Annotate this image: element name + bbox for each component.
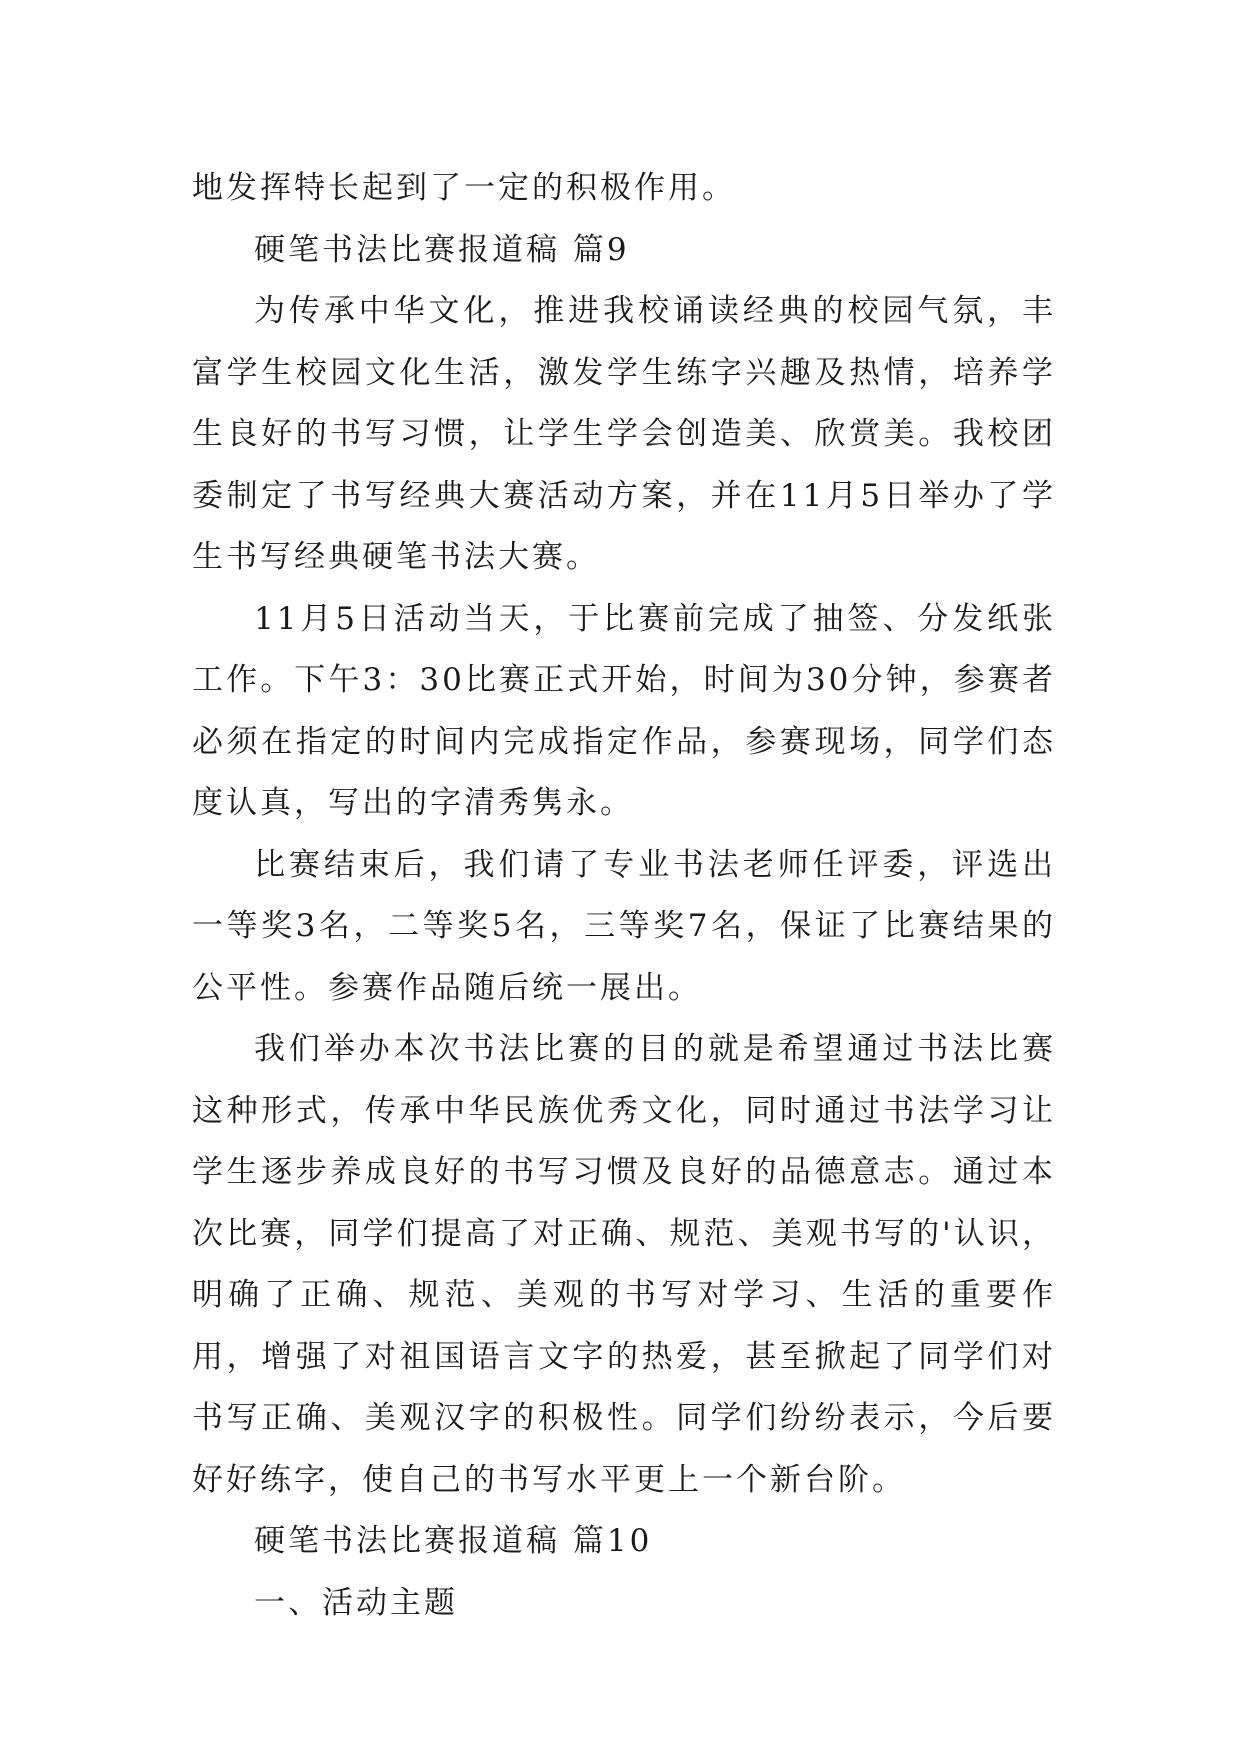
section-heading-9: 硬笔书法比赛报道稿 篇9	[254, 231, 630, 268]
body-paragraph-event-day: 11月5日活动当天，于比赛前完成了抽签、分发纸张工作。下午3：30比赛正式开始，时间为30分钟，参赛者必须在指定的时间内完成指定作品，参赛现场，同学们态度认真，写出的字清秀隽永。	[192, 600, 1056, 821]
section-heading-10: 硬笔书法比赛报道稿 篇10	[254, 1523, 653, 1559]
document-body	[192, 158, 1056, 1634]
subheading-activity-theme: 一、活动主题	[254, 1584, 458, 1621]
body-paragraph-results: 比赛结束后，我们请了专业书法老师任评委，评选出一等奖3名，二等奖5名，三等奖7名，保证了比赛结果的公平性。参赛作品随后统一展出。	[192, 846, 1056, 1006]
body-paragraph-purpose: 我们举办本次书法比赛的目的就是希望通过书法比赛这种形式，传承中华民族优秀文化，同时通过书法学习让学生逐步养成良好的书写习惯及良好的品德意志。通过本次比赛，同学们提高了对正确、规范、美观书写的'认识，明确了正确、规范、美观的书写对学习、生活的重要作用，增强了对祖国语言文字的热爱，甚至掀起了同学们对书写正确、美观汉字的积极性。同学们纷纷表示，今后要好好练字，使自己的书写水平更上一个新台阶。	[192, 1031, 1056, 1498]
body-paragraph-intro: 为传承中华文化，推进我校诵读经典的校园气氛，丰富学生校园文化生活，激发学生练字兴趣及热情，培养学生良好的书写习惯，让学生学会创造美、欣赏美。我校团委制定了书写经典大赛活动方案，并在11月5日举办了学生书写经典硬笔书法大赛。	[192, 293, 1056, 575]
continuation-paragraph: 地发挥特长起到了一定的积极作用。	[192, 170, 736, 206]
